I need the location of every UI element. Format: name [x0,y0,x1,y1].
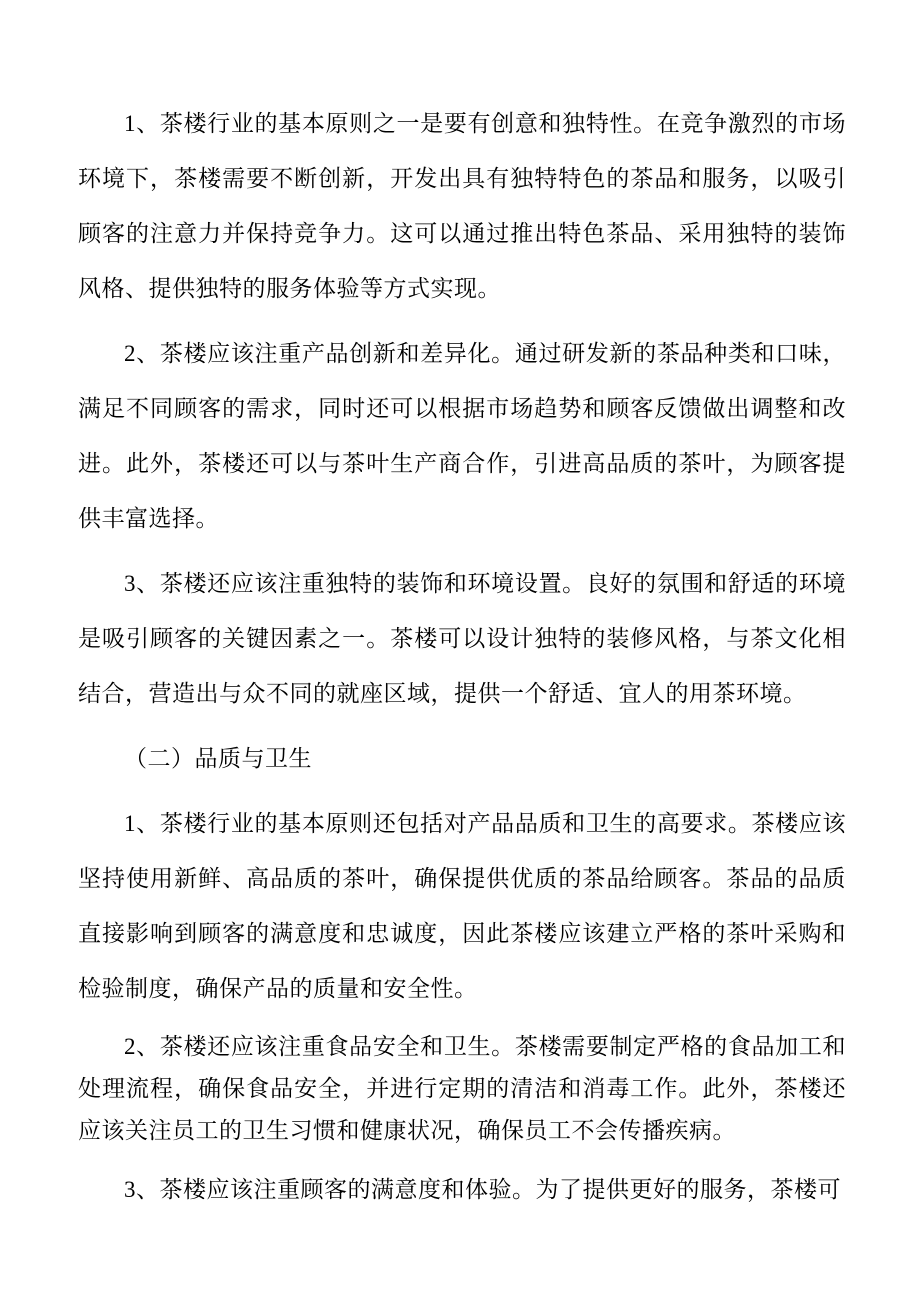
paragraph: 1、茶楼行业的基本原则之一是要有创意和独特性。在竞争激烈的市场环境下，茶楼需要不断创新，开发出具有独特特色的茶品和服务，以吸引顾客的注意力并保持竞争力。这可以通过推出特色茶品、采用独特的装饰风格、提供独特的服务体验等方式实现。 [78,111,846,301]
paragraph: 3、茶楼还应该注重独特的装饰和环境设置。良好的氛围和舒适的环境是吸引顾客的关键因素之一。茶楼可以设计独特的装修风格，与茶文化相结合，营造出与众不同的就座区域，提供一个舒适、宜人的用茶环境。 [78,571,846,706]
paragraph: 2、茶楼还应该注重食品安全和卫生。茶楼需要制定严格的食品加工和处理流程，确保食品安全，并进行定期的清洁和消毒工作。此外，茶楼还应该关注员工的卫生习惯和健康状况，确保员工不会传播疾病。 [78,1034,846,1143]
paragraph: 2、茶楼应该注重产品创新和差异化。通过研发新的茶品种类和口味，满足不同顾客的需求，同时还可以根据市场趋势和顾客反馈做出调整和改进。此外，茶楼还可以与茶叶生产商合作，引进高品质的茶叶，为顾客提供丰富选择。 [78,341,846,531]
paragraph: 1、茶楼行业的基本原则还包括对产品品质和卫生的高要求。茶楼应该坚持使用新鲜、高品质的茶叶，确保提供优质的茶品给顾客。茶品的品质直接影响到顾客的满意度和忠诚度，因此茶楼应该建立严格的茶叶采购和检验制度，确保产品的质量和安全性。 [78,811,846,1001]
section-heading: （二）品质与卫生 [124,746,312,771]
paragraph: 3、茶楼应该注重顾客的满意度和体验。为了提供更好的服务，茶楼可 [124,1177,841,1202]
